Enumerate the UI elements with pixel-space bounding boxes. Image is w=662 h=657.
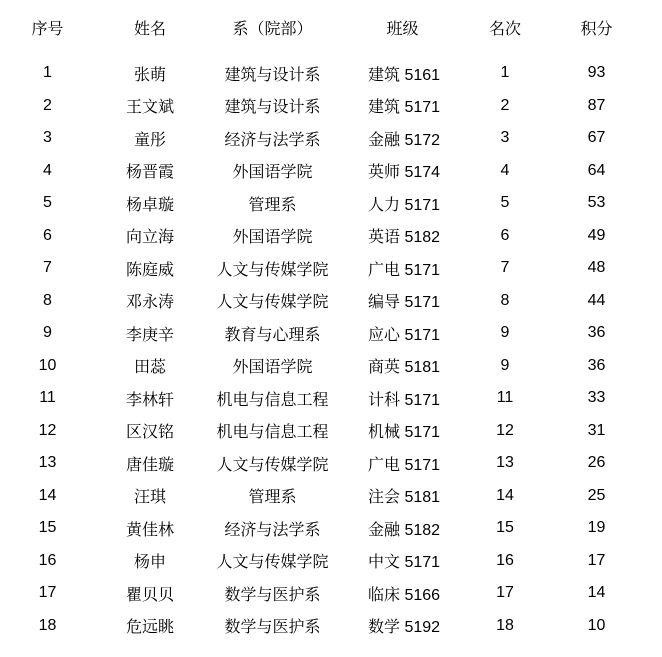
- cell-class: 金融 5182: [368, 521, 441, 539]
- cell-class: 商英 5181: [368, 359, 441, 377]
- cell-name: 黄佳林: [125, 521, 174, 539]
- column-header-no: 序号: [31, 20, 64, 38]
- cell-no: 1: [43, 64, 52, 82]
- cell-rank: 7: [500, 259, 510, 277]
- table-row: [0, 415, 662, 448]
- cell-score: 33: [587, 389, 606, 407]
- cell-rank: 9: [500, 356, 510, 374]
- cell-score: 64: [587, 161, 606, 179]
- cell-name: 李林轩: [125, 391, 174, 409]
- cell-rank: 9: [500, 324, 510, 342]
- cell-score: 14: [587, 584, 606, 602]
- cell-rank: 13: [496, 454, 514, 472]
- cell-score: 17: [587, 551, 606, 569]
- cell-rank: 18: [496, 616, 514, 634]
- ranking-table: [0, 8, 662, 642]
- cell-class: 英语 5182: [368, 229, 441, 247]
- cell-rank: 6: [500, 226, 510, 244]
- cell-no: 12: [38, 421, 57, 439]
- cell-class: 数学 5192: [368, 619, 441, 637]
- cell-department: 外国语学院: [232, 359, 313, 377]
- cell-score: 48: [587, 259, 606, 277]
- cell-rank: 5: [500, 194, 510, 212]
- cell-class: 应心 5171: [368, 326, 441, 344]
- table-row: [0, 350, 662, 383]
- cell-department: 外国语学院: [232, 229, 313, 247]
- column-header-score: 积分: [580, 20, 613, 38]
- cell-name: 汪琪: [133, 489, 166, 507]
- cell-department: 人文与传媒学院: [216, 294, 329, 312]
- cell-department: 建筑与设计系: [224, 66, 321, 84]
- cell-class: 建筑 5161: [368, 66, 441, 84]
- cell-rank: 1: [500, 64, 510, 82]
- cell-no: 10: [38, 356, 57, 374]
- table-body: [0, 46, 662, 642]
- cell-name: 向立海: [125, 229, 174, 247]
- cell-score: 31: [587, 421, 606, 439]
- cell-no: 9: [43, 324, 52, 342]
- table-row: [0, 90, 662, 123]
- cell-rank: 17: [496, 584, 514, 602]
- cell-no: 15: [38, 519, 57, 537]
- cell-name: 唐佳璇: [125, 456, 174, 474]
- cell-rank: 15: [496, 519, 514, 537]
- cell-name: 杨申: [133, 554, 166, 572]
- cell-name: 李庚辛: [125, 326, 174, 344]
- table-row: [0, 447, 662, 480]
- cell-class: 建筑 5171: [368, 99, 441, 117]
- cell-score: 26: [587, 454, 606, 472]
- cell-name: 童彤: [133, 131, 166, 149]
- column-header-name: 姓名: [133, 20, 166, 38]
- cell-score: 36: [587, 324, 606, 342]
- cell-score: 19: [587, 519, 606, 537]
- cell-rank: 11: [496, 389, 514, 407]
- cell-rank: 2: [500, 96, 510, 114]
- cell-no: 18: [38, 616, 57, 634]
- table-row: [0, 382, 662, 415]
- cell-score: 87: [587, 96, 606, 114]
- cell-name: 瞿贝贝: [125, 586, 174, 604]
- cell-class: 广电 5171: [368, 456, 441, 474]
- cell-class: 编导 5171: [368, 294, 441, 312]
- table-row: [0, 317, 662, 350]
- cell-class: 计科 5171: [368, 391, 441, 409]
- cell-department: 人文与传媒学院: [216, 554, 329, 572]
- cell-department: 经济与法学系: [224, 521, 321, 539]
- table-row: [0, 122, 662, 155]
- cell-no: 17: [38, 584, 57, 602]
- cell-score: 44: [587, 291, 606, 309]
- cell-no: 3: [43, 129, 52, 147]
- table-row: [0, 155, 662, 188]
- cell-department: 人文与传媒学院: [216, 261, 329, 279]
- cell-department: 数学与医护系: [224, 586, 321, 604]
- cell-rank: 12: [496, 421, 514, 439]
- cell-no: 13: [38, 454, 57, 472]
- cell-name: 危远眺: [125, 619, 174, 637]
- cell-department: 建筑与设计系: [224, 99, 321, 117]
- cell-no: 16: [38, 551, 57, 569]
- cell-rank: 3: [500, 129, 510, 147]
- table-row: [0, 252, 662, 285]
- table-row: [0, 57, 662, 90]
- table-row: [0, 220, 662, 253]
- cell-class: 临床 5166: [368, 586, 441, 604]
- cell-no: 4: [43, 161, 52, 179]
- cell-score: 25: [587, 486, 606, 504]
- cell-no: 14: [38, 486, 57, 504]
- cell-class: 机械 5171: [368, 424, 441, 442]
- cell-class: 中文 5171: [368, 554, 441, 572]
- table-row: [0, 610, 662, 643]
- header-row: [0, 8, 662, 46]
- cell-score: 93: [587, 64, 606, 82]
- cell-department: 管理系: [248, 196, 297, 214]
- column-header-class: 班级: [386, 20, 419, 38]
- cell-name: 区汉铭: [125, 424, 174, 442]
- cell-department: 管理系: [248, 489, 297, 507]
- cell-rank: 14: [496, 486, 514, 504]
- cell-name: 田蕊: [133, 359, 166, 377]
- cell-class: 英师 5174: [368, 164, 441, 182]
- cell-rank: 16: [496, 551, 514, 569]
- cell-score: 10: [587, 616, 606, 634]
- cell-score: 36: [587, 356, 606, 374]
- table-row: [0, 187, 662, 220]
- cell-department: 人文与传媒学院: [216, 456, 329, 474]
- cell-no: 7: [43, 259, 52, 277]
- cell-class: 广电 5171: [368, 261, 441, 279]
- cell-rank: 8: [500, 291, 510, 309]
- table-row: [0, 545, 662, 578]
- cell-no: 6: [43, 226, 52, 244]
- cell-department: 外国语学院: [232, 164, 313, 182]
- cell-name: 陈庭威: [125, 261, 174, 279]
- cell-department: 教育与心理系: [224, 326, 321, 344]
- cell-name: 杨晋霞: [125, 164, 174, 182]
- cell-score: 53: [587, 194, 606, 212]
- cell-class: 人力 5171: [368, 196, 441, 214]
- table-row: [0, 512, 662, 545]
- cell-no: 5: [43, 194, 52, 212]
- cell-class: 金融 5172: [368, 131, 441, 149]
- table-row: [0, 480, 662, 513]
- cell-rank: 4: [500, 161, 510, 179]
- cell-department: 经济与法学系: [224, 131, 321, 149]
- cell-name: 王文斌: [125, 99, 174, 117]
- column-header-rank: 名次: [488, 20, 521, 38]
- cell-department: 数学与医护系: [224, 619, 321, 637]
- table-row: [0, 577, 662, 610]
- cell-no: 8: [43, 291, 52, 309]
- column-header-department: 系（院部）: [232, 20, 313, 38]
- cell-score: 49: [587, 226, 606, 244]
- cell-name: 张萌: [133, 66, 166, 84]
- cell-department: 机电与信息工程: [216, 424, 329, 442]
- cell-class: 注会 5181: [368, 489, 441, 507]
- table-row: [0, 285, 662, 318]
- cell-no: 11: [39, 389, 56, 407]
- cell-department: 机电与信息工程: [216, 391, 329, 409]
- cell-name: 邓永涛: [125, 294, 174, 312]
- cell-name: 杨卓璇: [125, 196, 174, 214]
- cell-no: 2: [43, 96, 52, 114]
- cell-score: 67: [587, 129, 606, 147]
